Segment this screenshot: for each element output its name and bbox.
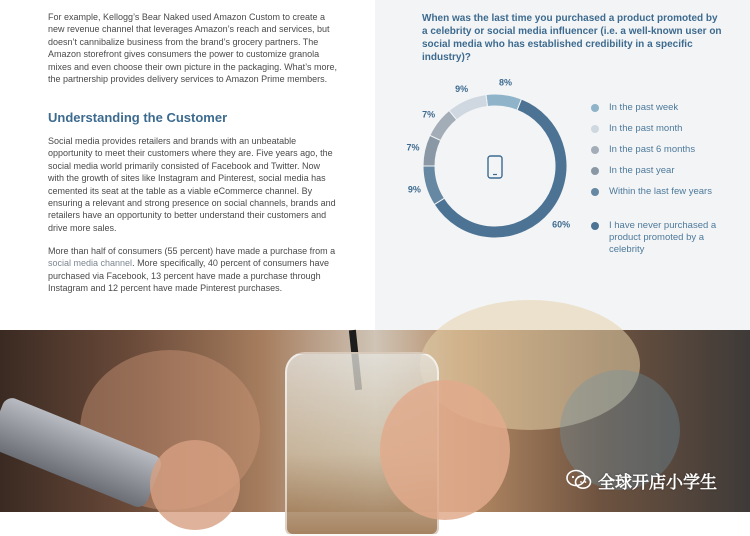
donut-slice-1 xyxy=(449,95,487,120)
watermark-text: 全球开店小学生 xyxy=(598,472,717,493)
legend-dot-icon xyxy=(591,222,599,230)
legend-label: In the past year xyxy=(609,165,675,176)
legend-dot-icon xyxy=(591,188,599,196)
donut-label-3: 7% xyxy=(406,142,420,153)
hand-icon xyxy=(150,440,240,530)
lifestyle-photo xyxy=(0,330,750,512)
social-media-channel-link[interactable]: social media channel xyxy=(48,258,133,269)
donut-slice-4 xyxy=(423,166,444,205)
donut-label-4: 9% xyxy=(407,184,421,195)
smartphone-icon xyxy=(488,156,502,178)
donut-label-2: 7% xyxy=(422,109,436,120)
stats-paragraph xyxy=(48,245,338,295)
donut-label-0: 8% xyxy=(499,77,513,88)
stats-text-a: More than half of consumers (55 percent) have made a purchase from a xyxy=(48,246,336,256)
stats-text-b: . More specifically, 40 percent of consumers have purchased via Facebook, 13 percent have made a purchase through Instagram and 12 percent have made Pinterest purchases. xyxy=(48,258,329,294)
donut-slice-3 xyxy=(423,135,441,166)
legend-label: In the past 6 months xyxy=(609,144,696,155)
section-paragraph: Social media provides retailers and brands with an unbeatable opportunity to meet their customers where they are. Five years ago, the social media world primarily consisted of Facebook and Twitter. Now with the growth of sites like Instagram and Pinterest, social media has cemented its seat at the table as a viable eCommerce channel. By ensuring a relevant and strong presence on social channels, brands and retailers have an opportunity to better understand their customers and drive more sales. xyxy=(48,136,336,233)
donut-label-5: 60% xyxy=(552,219,571,230)
legend-label: I have never purchased a product promoted by a celebrity xyxy=(609,220,717,255)
intro-paragraph: For example, Kellogg’s Bear Naked used Amazon Custom to create a new revenue channel that leverages Amazon’s reach and services, but doesn’t cannibalize business from the brand’s grocery partners. The Amazon storefront gives consumers the power to customize granola mixes and even choose their own picture in the packaging. What’s more, the partnership provides delivery services to Amazon Prime members. xyxy=(48,12,337,85)
hand-icon xyxy=(380,380,510,520)
survey-panel xyxy=(375,0,750,330)
watermark xyxy=(566,468,717,492)
donut-label-1: 9% xyxy=(455,83,469,94)
legend-label: Within the last few years xyxy=(609,186,712,197)
legend-dot-icon xyxy=(591,125,599,133)
article-column xyxy=(0,0,375,330)
legend-label: In the past month xyxy=(609,123,683,134)
legend-dot-icon xyxy=(591,167,599,175)
legend-label: In the past week xyxy=(609,102,679,113)
wechat-icon xyxy=(566,469,592,491)
section-heading: Understanding the Customer xyxy=(48,110,228,125)
donut-chart xyxy=(406,77,575,246)
donut-slice-0 xyxy=(486,94,522,110)
legend-dot-icon xyxy=(591,146,599,154)
legend-dot-icon xyxy=(591,104,599,112)
survey-question: When was the last time you purchased a product promoted by a celebrity or social media influencer (i.e. a well-known user on social media who has established credibility in a specific industry)? xyxy=(422,13,722,63)
